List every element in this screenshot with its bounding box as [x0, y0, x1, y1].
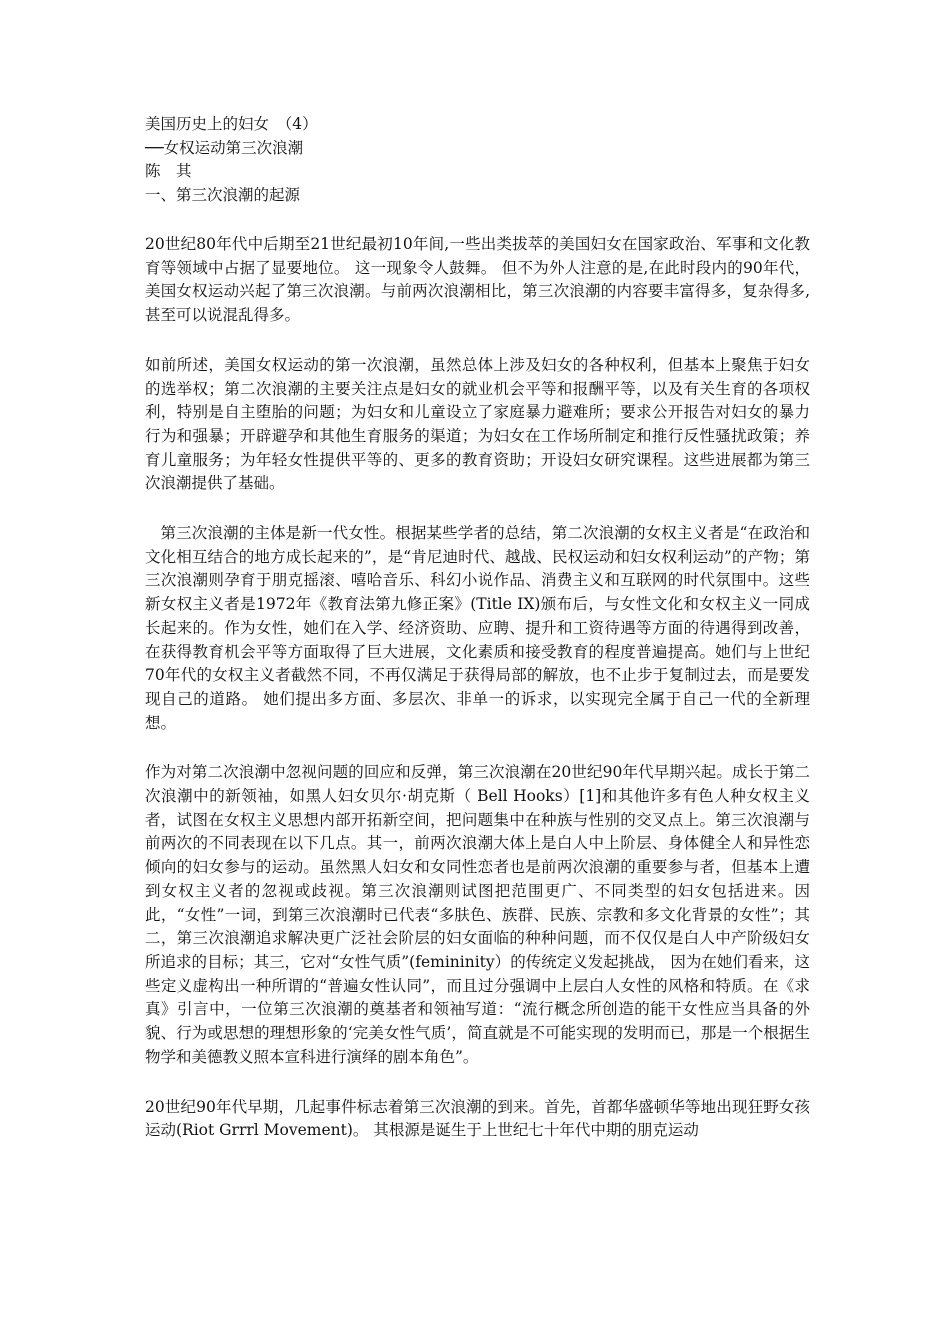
document-page — [145, 113, 810, 1143]
author-name: 陈 其 — [145, 162, 192, 180]
document-title: 美国历史上的妇女 （4） — [145, 115, 318, 133]
paragraph-1: 20世纪80年代中后期至21世纪最初10年间,一些出类拔萃的美国妇女在国家政治、军事和文化教育等领域中占据了显要地位。 这一现象令人鼓舞。 但不为外人注意的是,在此时段内的90年代，美国女权运动兴起了第三次浪潮。与前两次浪潮相比，第三次浪潮的内容要丰富得多，复杂得多, 甚至可以说混乱得多。 — [145, 235, 810, 325]
paragraph-5: 20世纪90年代早期，几起事件标志着第三次浪潮的到来。首先，首都华盛顿华等地出现狂野女孩运动(Riot Grrrl Movement)。 其根源是诞生于上世纪七十年代中期的朋克运动 — [145, 1097, 810, 1140]
paragraph-2: 如前所述，美国女权运动的第一次浪潮，虽然总体上涉及妇女的各种权利，但基本上聚焦于妇女的选举权；第二次浪潮的主要关注点是妇女的就业机会平等和报酬平等，以及有关生育的各项权利，特别是自主堕胎的问题；为妇女和儿童设立了家庭暴力避难所；要求公开报告对妇女的暴力行为和强暴；开辟避孕和其他生育服务的渠道；为妇女在工作场所制定和推行反性骚扰政策；养育儿童服务；为年轻女性提供平等的、更多的教育资助；开设妇女研究课程。这些进展都为第三次浪潮提供了基础。 — [145, 355, 810, 493]
section-heading: 一、第三次浪潮的起源 — [145, 185, 301, 204]
paragraph-4: 作为对第二次浪潮中忽视问题的回应和反弹，第三次浪潮在20世纪90年代早期兴起。成长于第二次浪潮中的新领袖，如黑人妇女贝尔·胡克斯（ Bell Hooks）[1]和其他许多有色人种女权主义者，试图在女权主义思想内部开拓新空间，把问题集中在种族与性别的交叉点上。第三次浪潮与前两次的不同表现在以下几点。其一，前两次浪潮大体上是白人中上阶层、身体健全人和异性恋倾向的妇女参与的运动。虽然黑人妇女和女同性恋者也是前两次浪潮的重要参与者，但基本上遭到女权主义者的忽视或歧视。第三次浪潮则试图把范围更广、不同类型的妇女包括进来。因此，“女性”一词，到第三次浪潮时已代表“多肤色、族群、民族、宗教和多文化背景的女性”；其二，第三次浪潮追求解决更广泛社会阶层的妇女面临的种种问题，而不仅仅是白人中产阶级妇女所追求的目标；其三，它对“女性气质”(femininity）的传统定义发起挑战， 因为在她们看来，这些定义虚构出一种所谓的“普遍女性认同”，而且过分强调中上层白人女性的风格和特质。在《求真》引言中，一位第三次浪潮的奠基者和领袖写道：“流行概念所创造的能干女性应当具备的外貌、行为或思想的理想形象的‘完美女性气质’，简直就是不可能实现的发明而已，那是一个根据生物学和美德教义照本宣科进行演绎的剧本角色”。 — [145, 763, 810, 1066]
document-subtitle: ──女权运动第三次浪潮 — [145, 138, 304, 157]
paragraph-3: 第三次浪潮的主体是新一代女性。根据某些学者的总结，第二次浪潮的女权主义者是“在政治和文化相互结合的地方成长起来的”，是“肯尼迪时代、越战、民权运动和妇女权利运动”的产物；第三次浪潮则孕育于朋克摇滚、嘻哈音乐、科幻小说作品、消费主义和互联网的时代氛围中。这些新女权主义者是1972年《教育法第九修正案》(Title IX)颁布后，与女性文化和女权主义一同成长起来的。作为女性，她们在入学、经济资助、应聘、提升和工资待遇等方面的待遇得到改善，在获得教育机会平等方面取得了巨大进展，文化素质和接受教育的程度普遍提高。她们与上世纪70年代的女权主义者截然不同，不再仅满足于获得局部的解放，也不止步于复制过去，而是要发现自己的道路。 她们提出多方面、多层次、非单一的诉求，以实现完全属于自己一代的全新理想。 — [145, 524, 810, 732]
